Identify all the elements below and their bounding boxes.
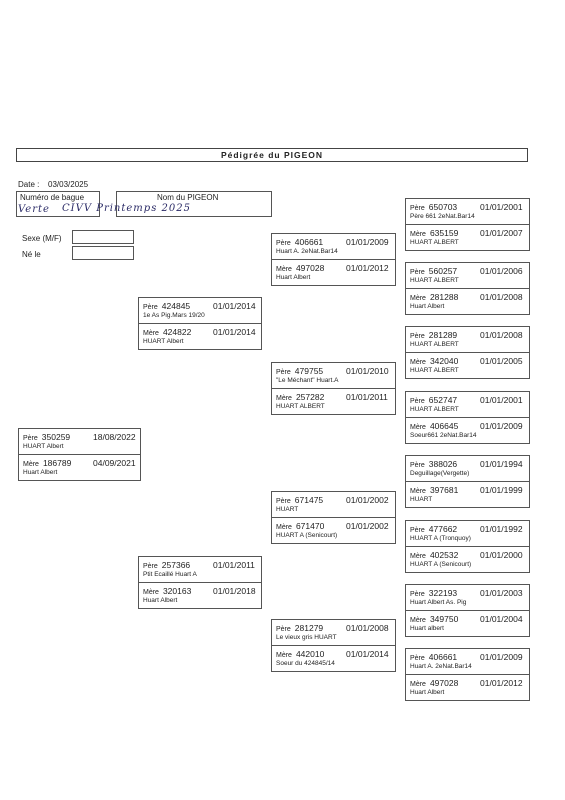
name-handwritten-value: CIVV Printemps 2025 xyxy=(62,203,191,214)
mother-entry xyxy=(272,645,395,671)
ring-number: 406661 xyxy=(294,237,324,247)
mother-entry xyxy=(272,517,395,543)
ring-number: 350259 xyxy=(41,432,71,442)
father-entry xyxy=(406,585,529,610)
role-label: Mère xyxy=(143,589,159,596)
pigeon-name-label: Nom du PIGEON xyxy=(157,193,219,202)
gg-grandparents-box xyxy=(405,455,530,508)
role-label: Père xyxy=(410,655,425,662)
ring-number: 257282 xyxy=(295,392,325,402)
role-label: Père xyxy=(276,498,291,505)
role-label: Mère xyxy=(410,617,426,624)
father-entry xyxy=(406,263,529,288)
sex-field[interactable] xyxy=(72,230,134,244)
born-date-field[interactable] xyxy=(72,246,134,260)
role-label: Mère xyxy=(410,359,426,366)
ring-number: 671475 xyxy=(294,495,324,505)
birth-date: 01/01/2014 xyxy=(213,301,256,311)
ring-number-label: Numéro de bague xyxy=(20,193,85,202)
mother-entry xyxy=(406,674,529,700)
ring-number: 322193 xyxy=(428,588,458,598)
birth-date: 01/01/2011 xyxy=(213,560,255,570)
ring-number: 560257 xyxy=(428,266,458,276)
birth-date: 18/08/2022 xyxy=(93,432,136,442)
great-grandparents-box xyxy=(271,362,396,415)
role-label: Mère xyxy=(410,295,426,302)
ring-number: 424845 xyxy=(161,301,191,311)
pigeon-description: Deguillage(Vergette) xyxy=(410,470,470,477)
birth-date: 01/01/2004 xyxy=(480,614,523,624)
gg-grandparents-box xyxy=(405,520,530,573)
father-entry xyxy=(406,521,529,546)
ring-number: 497028 xyxy=(295,263,325,273)
role-label: Père xyxy=(410,591,425,598)
role-label: Père xyxy=(143,563,158,570)
ring-number: 349750 xyxy=(429,614,459,624)
ring-number: 281288 xyxy=(429,292,459,302)
sex-label: Sexe (M/F) xyxy=(22,234,62,243)
ring-number: 424822 xyxy=(162,327,192,337)
ring-number: 442010 xyxy=(295,649,325,659)
birth-date: 01/01/2006 xyxy=(480,266,523,276)
role-label: Père xyxy=(410,527,425,534)
date-label: Date : xyxy=(18,180,40,189)
ring-number: 650703 xyxy=(428,202,458,212)
gg-grandparents-box xyxy=(405,326,530,379)
father-entry xyxy=(272,363,395,388)
parents-box xyxy=(18,428,141,481)
mother-entry xyxy=(406,224,529,250)
pigeon-description: Ptit Ecaillé Huart A xyxy=(143,571,197,578)
birth-date: 01/01/2009 xyxy=(346,237,389,247)
mother-entry xyxy=(406,352,529,378)
gg-grandparents-box xyxy=(405,648,530,701)
role-label: Père xyxy=(276,369,291,376)
pigeon-description: Huart albert xyxy=(410,625,444,632)
pigeon-description: Père 661 2eNat.Bar14 xyxy=(410,213,475,220)
role-label: Père xyxy=(410,269,425,276)
pigeon-description: Huart Albert xyxy=(410,303,445,310)
role-label: Mère xyxy=(410,488,426,495)
great-grandparents-box xyxy=(271,491,396,544)
date-value: 03/03/2025 xyxy=(48,180,89,189)
ring-handwritten-value: Verte xyxy=(18,204,50,215)
ring-number: 652747 xyxy=(428,395,458,405)
great-grandparents-box xyxy=(271,233,396,286)
role-label: Mère xyxy=(23,461,39,468)
birth-date: 01/01/2001 xyxy=(480,202,523,212)
role-label: Père xyxy=(410,462,425,469)
birth-date: 01/01/2010 xyxy=(346,366,389,376)
father-entry xyxy=(272,620,395,645)
birth-date: 01/01/2008 xyxy=(480,292,523,302)
birth-date: 01/01/2012 xyxy=(346,263,389,273)
pigeon-description: Huart Albert xyxy=(23,469,58,476)
role-label: Mère xyxy=(276,652,292,659)
born-label: Né le xyxy=(22,250,41,259)
father-entry xyxy=(406,649,529,674)
pigeon-description: HUART Albert xyxy=(23,443,64,450)
birth-date: 01/01/2008 xyxy=(480,330,523,340)
ring-number: 320163 xyxy=(162,586,192,596)
birth-date: 01/01/2000 xyxy=(480,550,523,560)
ring-number: 281289 xyxy=(428,330,458,340)
role-label: Mère xyxy=(410,553,426,560)
pigeon-description: HUART ALBERT xyxy=(410,277,459,284)
pigeon-description: HUART ALBERT xyxy=(410,239,459,246)
father-entry xyxy=(19,429,140,454)
role-label: Mère xyxy=(276,266,292,273)
pigeon-description: Soeur du 424845/14 xyxy=(276,660,335,667)
role-label: Mère xyxy=(410,231,426,238)
birth-date: 01/01/2002 xyxy=(346,495,389,505)
birth-date: 01/01/2011 xyxy=(346,392,388,402)
mother-entry xyxy=(139,582,261,608)
pigeon-description: Huart Albert xyxy=(143,597,178,604)
birth-date: 01/01/1992 xyxy=(480,524,523,534)
pigeon-description: HUART A (Senicourt) xyxy=(276,532,338,539)
pigeon-description: HUART A (Tronquoy) xyxy=(410,535,471,542)
role-label: Père xyxy=(276,626,291,633)
role-label: Mère xyxy=(143,330,159,337)
pigeon-description: Huart Albert xyxy=(410,689,445,696)
grandparents-box xyxy=(138,556,262,609)
birth-date: 01/01/2009 xyxy=(480,652,523,662)
birth-date: 04/09/2021 xyxy=(93,458,136,468)
pigeon-description: Huart A. 2eNat.Bar14 xyxy=(410,663,472,670)
birth-date: 01/01/2008 xyxy=(346,623,389,633)
ring-number: 388026 xyxy=(428,459,458,469)
role-label: Mère xyxy=(410,681,426,688)
birth-date: 01/01/2014 xyxy=(346,649,389,659)
father-entry xyxy=(406,199,529,224)
birth-date: 01/01/2009 xyxy=(480,421,523,431)
pigeon-description: HUART ALBERT xyxy=(410,341,459,348)
birth-date: 01/01/2002 xyxy=(346,521,389,531)
ring-number: 497028 xyxy=(429,678,459,688)
ring-number: 479755 xyxy=(294,366,324,376)
grandparents-box xyxy=(138,297,262,350)
ring-number: 257366 xyxy=(161,560,191,570)
pigeon-description: Huart Albert As. Pig xyxy=(410,599,467,606)
birth-date: 01/01/2005 xyxy=(480,356,523,366)
ring-number: 281279 xyxy=(294,623,324,633)
ring-number: 397681 xyxy=(429,485,459,495)
mother-entry xyxy=(406,288,529,314)
ring-number: 342040 xyxy=(429,356,459,366)
pigeon-description: Huart A. 2eNat.Bar14 xyxy=(276,248,338,255)
father-entry xyxy=(139,298,261,323)
mother-entry xyxy=(406,417,529,443)
pigeon-description: HUART A (Senicourt) xyxy=(410,561,472,568)
ring-number: 635159 xyxy=(429,228,459,238)
role-label: Père xyxy=(143,304,158,311)
role-label: Père xyxy=(410,398,425,405)
pigeon-description: HUART ALBERT xyxy=(410,367,459,374)
mother-entry xyxy=(406,481,529,507)
father-entry xyxy=(139,557,261,582)
pigeon-description: Le vieux gris HUART xyxy=(276,634,337,641)
ring-number: 406645 xyxy=(429,421,459,431)
father-entry xyxy=(272,234,395,259)
mother-entry xyxy=(272,259,395,285)
birth-date: 01/01/2018 xyxy=(213,586,256,596)
pigeon-description: HUART ALBERT xyxy=(410,406,459,413)
pigeon-description: Huart Albert xyxy=(276,274,311,281)
gg-grandparents-box xyxy=(405,262,530,315)
father-entry xyxy=(272,492,395,517)
page-title: Pédigrée du PIGEON xyxy=(16,148,528,162)
mother-entry xyxy=(272,388,395,414)
role-label: Père xyxy=(23,435,38,442)
pigeon-description: HUART xyxy=(410,496,433,503)
role-label: Mère xyxy=(410,424,426,431)
birth-date: 01/01/2012 xyxy=(480,678,523,688)
gg-grandparents-box xyxy=(405,391,530,444)
ring-number: 402532 xyxy=(429,550,459,560)
pigeon-description: Soeur661 2eNat.Bar14 xyxy=(410,432,477,439)
mother-entry xyxy=(406,546,529,572)
birth-date: 01/01/2001 xyxy=(480,395,523,405)
birth-date: 01/01/1999 xyxy=(480,485,523,495)
ring-number: 186789 xyxy=(42,458,72,468)
ring-number: 477662 xyxy=(428,524,458,534)
ring-number: 406661 xyxy=(428,652,458,662)
role-label: Père xyxy=(276,240,291,247)
role-label: Mère xyxy=(276,524,292,531)
birth-date: 01/01/2014 xyxy=(213,327,256,337)
father-entry xyxy=(406,392,529,417)
pigeon-description: 1e As Pig.Mars 19/20 xyxy=(143,312,205,319)
mother-entry xyxy=(19,454,140,480)
father-entry xyxy=(406,327,529,352)
mother-entry xyxy=(406,610,529,636)
role-label: Mère xyxy=(276,395,292,402)
role-label: Père xyxy=(410,333,425,340)
birth-date: 01/01/2003 xyxy=(480,588,523,598)
birth-date: 01/01/1994 xyxy=(480,459,523,469)
gg-grandparents-box xyxy=(405,198,530,251)
mother-entry xyxy=(139,323,261,349)
birth-date: 01/01/2007 xyxy=(480,228,523,238)
pigeon-description: HUART ALBERT xyxy=(276,403,325,410)
pigeon-description: HUART xyxy=(276,506,299,513)
ring-number: 671470 xyxy=(295,521,325,531)
role-label: Père xyxy=(410,205,425,212)
father-entry xyxy=(406,456,529,481)
gg-grandparents-box xyxy=(405,584,530,637)
great-grandparents-box xyxy=(271,619,396,672)
pigeon-description: HUART Albert xyxy=(143,338,184,345)
pigeon-description: "Le Méchant" Huart.A xyxy=(276,377,339,384)
